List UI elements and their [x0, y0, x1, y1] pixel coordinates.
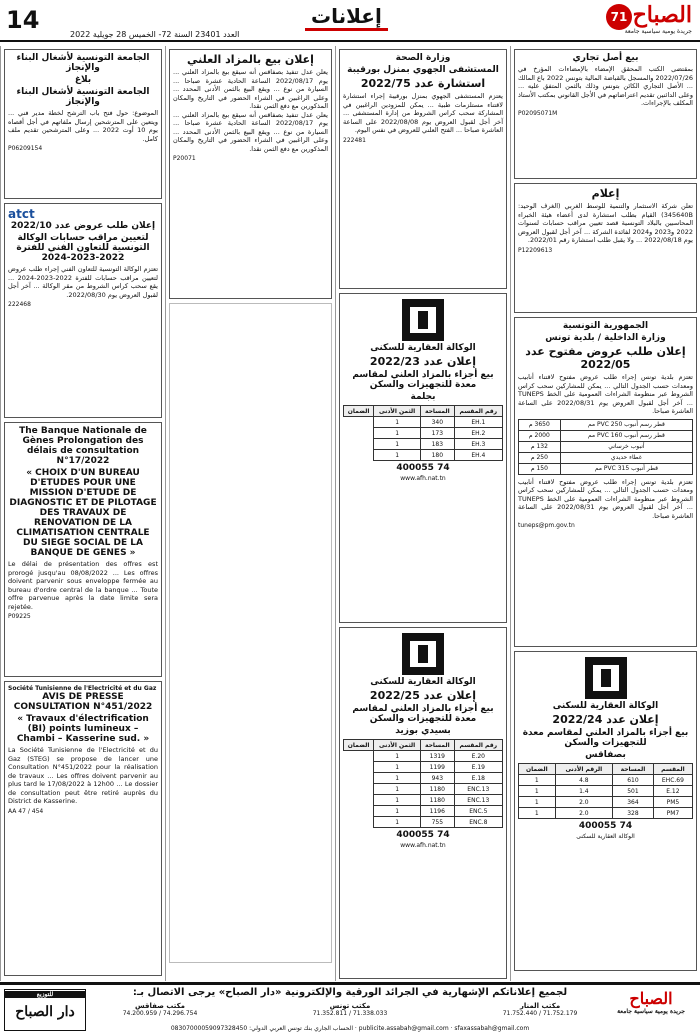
dar-logo-sub: للتوزيع: [5, 991, 85, 998]
table-header-cell: المساحة: [420, 406, 454, 417]
ad-bank-consultation: [4, 422, 162, 677]
ad-text: La Société Tunisienne de l'Electricité et du Gaz (STEG) se propose de lancer une Consultation N°451/2022 pour la réalisation de travaux ... Les offres doivent parvenir au plus tard le 17/08/2022 à 12h00 ... Le dossier de consultation peut être retiré auprès du District de Kasserine.: [8, 746, 158, 805]
ad-phone: 74 400055: [396, 463, 450, 473]
office-name: مكتب تونس: [329, 1002, 371, 1010]
ad-subtitle: لتعيين مراقب حسابات الوكالة التونسية للتعاون الفني للفترة 2022-2023-2024: [16, 233, 150, 263]
table-row: [519, 430, 693, 441]
table-row: [344, 773, 503, 784]
steg-org: Société Tunisienne de l'Electricité et du Gaz: [8, 685, 157, 692]
ad-subtitle: بيع أجزاء بالمزاد العلني لمقاسم معدة للتجهيزات والسكن: [352, 704, 494, 724]
table-cell: قطر رسم أنبوب PVC 160 مم: [560, 430, 692, 441]
footer-contact: publicite.assabah@gmail.com · sfaxassabah@gmail.com · الحساب الجاري بنك تونس العربي الدولي: 08307000059097328450: [170, 1025, 530, 1032]
table-header-cell: الثمن الأدنى: [374, 740, 421, 751]
table-header-cell: الضمان: [519, 764, 556, 775]
table-row: [519, 441, 693, 452]
table-header-cell: الضمان: [344, 740, 374, 751]
ad-subtitle: المستشفى الجهوي بمنزل بورقيبة: [347, 65, 499, 75]
footer-title: لجميع إعلاناتكم الإشهارية في الجرائد الورقية والإلكترونية «دار الصباح» يرجى الاتصال بـ:: [132, 987, 568, 998]
table-row: [344, 428, 503, 439]
table-cell: 1: [519, 797, 556, 808]
ad-heading: إعلان عدد 2022/25: [369, 689, 477, 702]
table-row: [519, 419, 693, 430]
table-cell: 2.0: [555, 808, 612, 819]
auction-table: [518, 763, 693, 819]
table-cell: أنبوب خرساني: [560, 441, 692, 452]
ad-title: The Banque Nationale de Gènes Prolongation des délais de consultation N°17/2022: [19, 426, 147, 466]
office-name: مكتب المنار: [519, 1002, 561, 1010]
office-phone: 71.752.179: [542, 1010, 578, 1017]
table-cell: 1: [374, 795, 421, 806]
table-cell: 1: [374, 784, 421, 795]
ad-title: إعلام: [591, 187, 620, 200]
ad-atct-tender: [4, 203, 162, 418]
table-cell: 183: [420, 439, 454, 450]
afh-logo-icon: [585, 657, 627, 699]
ad-text: يعتزم المستشفى الجهوي بمنزل بورقيبة إجراء استشارة لاقتناء مستلزمات طبية ... يمكن للمزودين الراغبين في المشاركة سحب كراس الشروط من إدارة المستشفى ... آخر أجل لقبول العروض يوم 2022/08/08 على الساعة العاشرة صباحا ... الفتح العلني للعروض في نفس اليوم.: [343, 92, 504, 134]
footer-offices: [100, 1002, 600, 1017]
ad-subtitle: وزارة الداخلية / بلدية تونس: [545, 333, 666, 343]
table-header-cell: المساحة: [420, 740, 454, 751]
table-row: [519, 463, 693, 474]
table-cell: 1180: [420, 784, 454, 795]
table-header-cell: الثمن الأدنى: [374, 406, 421, 417]
table-row: [344, 784, 503, 795]
ad-text: الموضوع: حول فتح باب الترشح لخطة مدير فني ... ويتعين على المترشحين إرسال ملفاتهم في أجل أقصاه يوم 10 أوت 2022 ... وعلى المترشحين تقديم ملف كامل.: [8, 109, 158, 143]
column-4: [0, 46, 165, 981]
table-cell: 150 م: [519, 463, 561, 474]
ad-ref: P12209613: [518, 246, 553, 254]
issue-line: العدد 23401 السنة 72- الخميس 28 جويلية 2022: [70, 30, 240, 39]
ad-site: www.afh.nat.tn: [400, 842, 446, 849]
table-cell: 250 م: [519, 452, 561, 463]
ad-place: بسيدي بوزيد: [395, 726, 451, 736]
page-header: [0, 0, 700, 42]
table-cell: 180: [420, 450, 454, 461]
section-title: إعلانات: [305, 4, 388, 31]
ad-business-sale: [514, 49, 697, 179]
ad-heading: إعلان طلب عروض مفتوح عدد 2022/05: [525, 345, 686, 371]
table-cell: 1196: [420, 806, 454, 817]
ad-heading: إعلان عدد 2022/23: [369, 355, 477, 368]
ad-auction-sfax: [514, 651, 697, 971]
table-cell: E.12: [653, 786, 692, 797]
ad-ref: P06209154: [8, 145, 43, 152]
table-cell: 1319: [420, 751, 454, 762]
footer-email[interactable]: publicite.assabah@gmail.com: [358, 1025, 449, 1032]
table-cell: 1: [374, 806, 421, 817]
table-cell: ENC.5: [454, 806, 502, 817]
office-tunis: مكتب تونس 71.338.033 / 71.352.811: [290, 1002, 410, 1017]
ad-ref: 222481: [343, 136, 366, 144]
ad-title: الوكالة العقارية للسكنى: [370, 677, 476, 687]
table-cell: 340: [420, 417, 454, 428]
table-cell: 1: [374, 417, 421, 428]
footer-logo: [606, 989, 696, 1031]
ad-title: الوكالة العقارية للسكنى: [370, 343, 476, 353]
table-header-cell: رقم المقسم: [454, 406, 502, 417]
ad-heading: استشارة عدد 2022/75: [360, 77, 486, 90]
table-cell: 1: [519, 786, 556, 797]
ad-note: الوكالة العقارية للسكنى: [576, 833, 635, 840]
table-cell: 755: [420, 817, 454, 828]
table-cell: 610: [613, 775, 654, 786]
table-row: [344, 762, 503, 773]
table-cell: 1180: [420, 795, 454, 806]
ad-auction-sidibouzid: [339, 627, 507, 979]
dar-logo-text: دار الصباح: [15, 1004, 75, 1020]
table-header-cell: المقسم: [653, 764, 692, 775]
ad-title: إعلان طلب عروض عدد 2022/10: [10, 221, 156, 231]
table-cell: 1: [374, 428, 421, 439]
table-cell: 1: [374, 762, 421, 773]
column-2: [335, 46, 510, 981]
ad-phone: 74 400055: [578, 821, 633, 831]
auction-table: [343, 739, 503, 828]
table-cell: ENC.13: [454, 795, 502, 806]
dar-assabah-logo: [4, 989, 86, 1031]
footer-bank: الحساب الجاري بنك تونس العربي الدولي: 08307000059097328450: [170, 1025, 353, 1032]
table-cell: EH.2: [454, 428, 502, 439]
ad-text: تعتزم بلدية تونس إجراء طلب عروض مفتوح لاقتناء أنابيب ومعدات حسب الجدول التالي ... يمكن للمشاركين سحب كراس الشروط عبر منظومة الشراءات العمومية على الخط TUNEPS ... آخر أجل لقبول العروض يوم 2022/08/31 على الساعة العاشرة صباحا.: [518, 373, 693, 415]
table-cell: 2000 م: [519, 430, 561, 441]
office-phone: 71.352.811: [312, 1010, 348, 1017]
table-row: [519, 775, 693, 786]
table-cell: 1: [374, 773, 421, 784]
table-cell: E.18: [454, 773, 502, 784]
ad-subtitle: بيع أجزاء بالمزاد العلني لمقاسم معدة للتجهيزات والسكن: [522, 728, 689, 748]
table-cell: 173: [420, 428, 454, 439]
atct-logo: atct: [8, 207, 35, 221]
logo-text: الصباح: [632, 2, 692, 28]
table-cell: 1.4: [555, 786, 612, 797]
table-row: [344, 450, 503, 461]
footer-logo-text: الصباح: [629, 989, 673, 1008]
ad-heading: الجامعة التونسية لأشغال البناء والإنجاز: [16, 87, 150, 107]
ad-title: الجمهورية التونسية: [562, 321, 649, 331]
office-phone: 71.752.440: [502, 1010, 538, 1017]
table-cell: 1: [374, 450, 421, 461]
table-row: [344, 439, 503, 450]
table-header-cell: الضمان: [344, 406, 374, 417]
ad-title: الجامعة التونسية لأشغال البناء والإنجاز: [16, 53, 150, 73]
table-cell: E.20: [454, 751, 502, 762]
table-cell: E.19: [454, 762, 502, 773]
page-number: 14: [6, 6, 40, 34]
ad-public-auction: [169, 49, 332, 299]
afh-logo-icon: [402, 633, 444, 675]
ad-notice: [514, 183, 697, 313]
ad-text: تعتزم بلدية تونس إجراء طلب عروض مفتوح لاقتناء أنابيب ومعدات حسب الجدول التالي ... يمكن للمشاركين سحب كراس الشروط عبر منظومة الشراءات العمومية على الخط TUNEPS ... آخر أجل لقبول العروض يوم 2022/08/31 على الساعة العاشرة صباحا.: [518, 477, 693, 520]
table-row: [519, 786, 693, 797]
ad-steg-consultation: [4, 681, 162, 976]
table-cell: 1: [374, 751, 421, 762]
ad-federation: [4, 49, 162, 199]
ad-ref: AA 47 / 454: [8, 807, 44, 815]
footer-email[interactable]: sfaxassabah@gmail.com: [454, 1025, 530, 1032]
logo-subtitle: جريدة يومية سياسية جامعة: [624, 28, 692, 35]
table-cell: غطاء حديدي: [560, 452, 692, 463]
ad-heading: إعلان عدد 2022/24: [552, 713, 659, 726]
table-cell: 4.8: [555, 775, 612, 786]
table-cell: 364: [613, 797, 654, 808]
table-cell: PM5: [653, 797, 692, 808]
table-cell: 1: [519, 808, 556, 819]
table-cell: 1: [519, 775, 556, 786]
ad-ref: P02095071M: [518, 109, 558, 117]
table-cell: EH.4: [454, 450, 502, 461]
table-cell: 328: [613, 808, 654, 819]
ad-place: بصفاقس: [585, 750, 626, 760]
ad-site: www.afh.nat.tn: [400, 475, 446, 482]
logo-badge: 71: [606, 4, 632, 30]
table-cell: 1199: [420, 762, 454, 773]
ad-ref: P09225: [8, 613, 31, 620]
table-cell: 1: [374, 439, 421, 450]
table-cell: 2.0: [555, 797, 612, 808]
ad-text: تعلن شركة الاستثمار والتنمية للوسط الغربي (الغرف الوحيد: 345640B) القيام بطلب استشارة لدى أعضاء هيئة الخبراء المحاسبين بالبلاد التونسية قصد تعيين مراقب حسابات لسنوات 2022 و2023 و2024 لفائدة الشركة ... آخر أجل لقبول العروض يوم 2022/08/18 ... ولا يقبل طلب استشارة رقم 2022/01.: [518, 202, 693, 244]
ad-text: يعلن عدل تنفيذ بصفاقس أنه سيقع بيع بالمزاد العلني ... يوم 2022/08/17 الساعة الحادية عشرة صباحا ... السيارة من نوع ... ويقع البيع بالثمن الأدنى المحدد ... وعلى الراغبين في الشراء الحضور في التاريخ والمكان المذكورين مع دفع الثمن نقدا.: [173, 110, 328, 153]
ad-auction-jelma: [339, 293, 507, 623]
footer-logo-sub: جريدة يومية سياسية جامعة: [617, 1008, 685, 1015]
table-cell: EH.1: [454, 417, 502, 428]
blank-area: [169, 303, 332, 963]
table-cell: ENC.8: [454, 817, 502, 828]
page-footer: [0, 982, 700, 1033]
ad-title: الوكالة العقارية للسكنى: [552, 701, 659, 711]
office-manar: مكتب المنار 71.752.179 / 71.752.440: [480, 1002, 600, 1017]
office-name: مكتب صفاقس: [134, 1002, 186, 1010]
office-phone: 74.296.754: [162, 1010, 198, 1017]
column-1: [510, 46, 700, 981]
office-sfax: مكتب صفاقس 74.296.754 / 74.200.959: [100, 1002, 220, 1017]
table-header-cell: الرقم الأدنى: [555, 764, 612, 775]
column-3: [165, 46, 335, 981]
table-row: [344, 751, 503, 762]
ad-place: بجلمة: [410, 392, 436, 402]
ad-text: تعتزم الوكالة التونسية للتعاون الفني إجراء طلب عروض لتعيين مراقب حسابات للفترة 2022-2023-2024 ... يقع سحب كراس الشروط من مقر الوكالة ... آخر أجل لقبول العروض يوم 2022/08/30.: [8, 265, 158, 299]
ad-site: tuneps@pm.gov.tn: [518, 522, 575, 529]
ad-title: وزارة الصحة: [395, 53, 451, 63]
ad-heading: « CHOIX D'UN BUREAU D'ETUDES POUR UNE MISSION D'ETUDE DE DIAGNOSTIC ET DE PILOTAGE DES TRAVAUX DE RENOVATION DE LA CLIMATISATION CENTRALE DU SIEGE SOCIAL DE LA BANQUE DE GENES »: [9, 468, 157, 558]
ad-subtitle: بيع أجزاء بالمزاد العلني لمقاسم معدة للتجهيزات والسكن: [352, 370, 494, 390]
table-cell: قطر رسم أنبوب PVC 250 مم: [560, 419, 692, 430]
ad-heading: « Travaux d'électrification (BI) points lumineux – Chambi – Kasserine sud. »: [16, 714, 150, 744]
table-cell: EH.3: [454, 439, 502, 450]
table-cell: EHC.69: [653, 775, 692, 786]
table-cell: 132 م: [519, 441, 561, 452]
afh-logo-icon: [402, 299, 444, 341]
table-row: [519, 808, 693, 819]
ad-title: AVIS DE PRESSE CONSULTATION N°451/2022: [13, 692, 153, 712]
table-row: [344, 795, 503, 806]
table-header-cell: المساحة: [613, 764, 654, 775]
table-row: [344, 817, 503, 828]
tender-table: [518, 419, 693, 475]
ad-phone: 74 400055: [396, 830, 450, 840]
table-cell: قطر أنبوب PVC 315 مم: [560, 463, 692, 474]
table-cell: 943: [420, 773, 454, 784]
table-row: [344, 806, 503, 817]
ad-ref: P20071: [173, 155, 196, 162]
table-header-cell: رقم المقسم: [454, 740, 502, 751]
table-row: [519, 452, 693, 463]
ad-ref: 222468: [8, 301, 31, 308]
office-phone: 71.338.033: [352, 1010, 388, 1017]
ad-tender-tunis: [514, 317, 697, 647]
table-row: [344, 417, 503, 428]
ad-title: بيع أصل تجاري: [572, 53, 639, 63]
ad-text: يعلن عدل تنفيذ بصفاقس أنه سيقع بيع بالمزاد العلني ... يوم 2022/08/17 الساعة الحادية عشرة صباحا ... السيارة من نوع ... ويقع البيع بالثمن الأدنى المحدد ... وعلى الراغبين في الشراء الحضور في التاريخ والمكان المذكورين مع دفع الثمن نقدا.: [173, 68, 328, 110]
ad-text: بمقتضى الكتب المحقق الإمضاء بالإمضاءات المؤرخ في 2022/07/26 والمسجل بالقباضة المالية بتونس 2022 باع المالك ... الأصل التجاري الكائن بتونس وذلك بالثمن المتفق عليه ... وعلى الدائنين تقديم اعتراضاتهم في الأجل القانوني بمكتب الأستاذ المكلف بالإجراءات.: [518, 65, 693, 107]
ad-hospital-consult: [339, 49, 507, 289]
ad-title: إعلان بيع بالمزاد العلني: [187, 53, 314, 66]
table-cell: PM7: [653, 808, 692, 819]
table-row: [519, 797, 693, 808]
office-phone: 74.200.959: [122, 1010, 158, 1017]
auction-table: [343, 405, 503, 461]
ad-text: Le délai de présentation des offres est prorogé jusqu'au 08/08/2022 ... Les offres doivent parvenir sous enveloppe fermée au bureau d'ordre central de la banque ... Toute offre parvenue après la date limite sera rejetée.: [8, 560, 158, 611]
table-cell: ENC.13: [454, 784, 502, 795]
table-cell: 1: [374, 817, 421, 828]
ad-subtitle: بلاغ: [74, 75, 92, 85]
newspaper-logo: [606, 2, 694, 36]
table-cell: 3650 م: [519, 419, 561, 430]
table-cell: 501: [613, 786, 654, 797]
